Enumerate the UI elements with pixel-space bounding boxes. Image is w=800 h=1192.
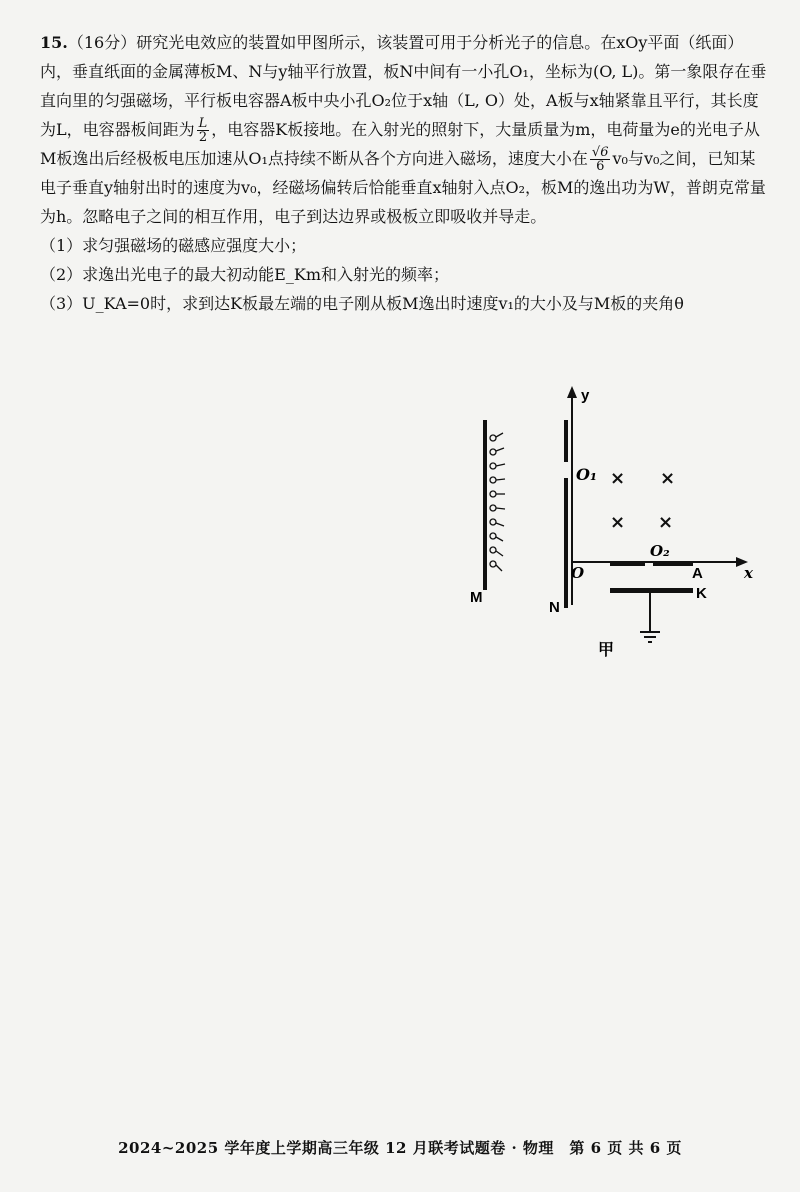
- fraction-tail: v₀: [612, 149, 628, 168]
- sub-question-2: （2）求逸出光电子的最大初动能E_Km和入射光的频率；: [40, 265, 449, 284]
- figure-caption: 甲: [598, 640, 615, 659]
- apparatus-diagram: [460, 380, 770, 670]
- plate-n-lower: [564, 478, 568, 608]
- sub-question-1: （1）求匀强磁场的磁感应强度大小；: [40, 236, 307, 255]
- label-k: K: [696, 585, 707, 602]
- label-y: y: [581, 387, 590, 404]
- field-cross: ×: [660, 468, 676, 489]
- field-cross: ×: [610, 512, 626, 533]
- fraction-denominator: 6: [596, 159, 605, 174]
- fraction-sqrt6-over-6: [590, 146, 611, 173]
- fraction-denominator: 2: [198, 130, 208, 145]
- label-n: N: [549, 599, 560, 616]
- plate-m: [483, 420, 487, 590]
- fraction-numerator: L: [198, 116, 208, 131]
- label-o1: O₁: [576, 465, 597, 484]
- field-cross: ×: [658, 512, 674, 533]
- y-axis-arrow: [567, 386, 577, 398]
- emitted-electrons: [490, 433, 505, 571]
- question-score: （16分）: [67, 33, 137, 52]
- stem-part-1: 研究光电效应的装置如甲图所示，该装置可用于分析光子的信息。在xOy平面（纸面）内，垂直纸面的金属薄板M、N与y轴平行放置，板N中间有一小孔O₁，坐标为(O, L)。第一象限存在垂直向里的匀强磁场，平行板电容器A板中央小孔O₂位于x轴（L, O）处，A板与x轴紧靠且平行，其长度为L，电容器板间距为: [40, 33, 767, 139]
- problem-15: [40, 28, 770, 318]
- label-m: M: [470, 589, 483, 606]
- page-footer: 2024~2025 学年度上学期高三年级 12 月联考试题卷 · 物理 第 6 页 共 6 页: [118, 1139, 682, 1157]
- label-o2: O₂: [650, 542, 670, 560]
- sub-question-3: （3）U_KA=0时，求到达K板最左端的电子刚从板M逸出时速度v₁的大小及与M板的夹角θ: [40, 294, 684, 313]
- problem-stem: [40, 28, 770, 231]
- plate-n-upper: [564, 420, 568, 462]
- stem-part-3: 与v₀之间，已知某电子垂直y轴射出时的速度为v₀，经磁场偏转后恰能垂直x轴射入点O₂，板M的逸出功为W，普朗克常量为h。忽略电子之间的相互作用，电子到达边界或极板立即吸收并导走。: [40, 149, 766, 226]
- field-cross: ×: [610, 468, 626, 489]
- label-a: A: [692, 565, 703, 582]
- plate-k: [610, 588, 693, 593]
- fraction-l-over-2: [197, 117, 210, 144]
- stem-part-2: ，电容器K板接地。在入射光的照射下，大量质量为m，电荷量为e的光电子从M板逸出后经极板电压加速从O₁点持续不断从各个方向进入磁场，速度大小在: [40, 120, 760, 168]
- question-number: 15.: [40, 33, 68, 52]
- label-x: x: [744, 564, 753, 582]
- magnetic-field: [610, 468, 675, 533]
- ground-symbol: [640, 632, 660, 642]
- plate-a-right: [653, 561, 693, 566]
- label-o: O: [571, 564, 585, 582]
- plate-a-left: [610, 561, 645, 566]
- fraction-numerator: √6: [591, 145, 609, 160]
